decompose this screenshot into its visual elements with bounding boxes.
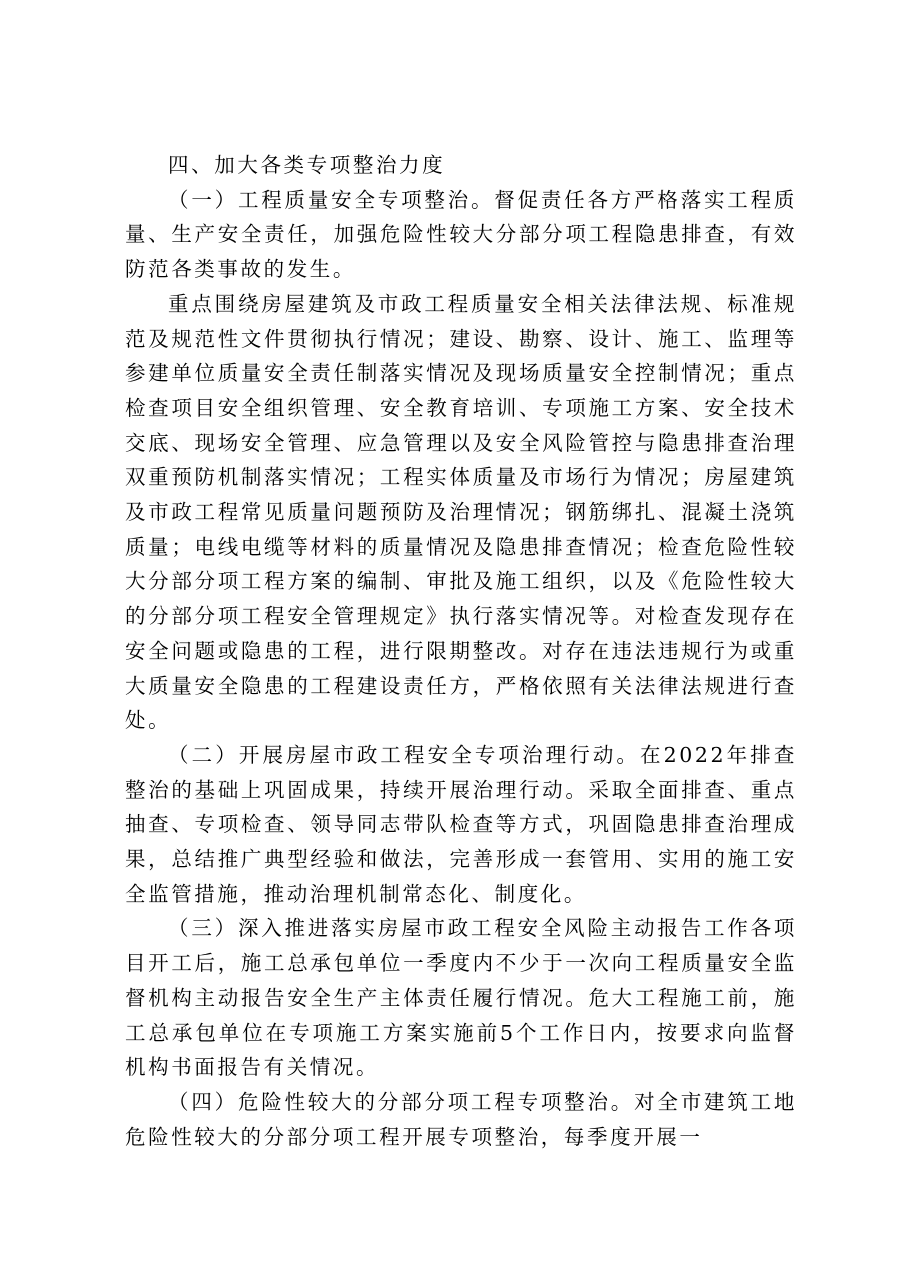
paragraph-risk-reporting: （三）深入推进落实房屋市政工程安全风险主动报告工作各项目开工后，施工总承包单位一季度内不少于一次向工程质量安全监督机构主动报告安全生产主体责任履行情况。危大工程施工前，施工总承包单位在专项施工方案实施前5个工作日内，按要求向监督机构书面报告有关情况。 xyxy=(125,916,797,1080)
document-page xyxy=(125,148,797,1154)
paragraph-key-inspection: 重点围绕房屋建筑及市政工程质量安全相关法律法规、标准规范及规范性文件贯彻执行情况；建设、勘察、设计、施工、监理等参建单位质量安全责任制落实情况及现场质量安全控制情况；重点检查项目安全组织管理、安全教育培训、专项施工方案、安全技术交底、现场安全管理、应急管理以及安全风险管控与隐患排查治理双重预防机制落实情况；工程实体质量及市场行为情况；房屋建筑及市政工程常见质量问题预防及治理情况；钢筋绑扎、混凝土浇筑质量；电线电缆等材料的质量情况及隐患排查情况；检查危险性较大分部分项工程方案的编制、审批及施工组织，以及《危险性较大的分部分项工程安全管理规定》执行落实情况等。对检查发现存在安全问题或隐患的工程，进行限期整改。对存在违法违规行为或重大质量安全隐患的工程建设责任方，严格依照有关法律法规进行查处。 xyxy=(125,291,797,733)
paragraph-hazard-projects: （四）危险性较大的分部分项工程专项整治。对全市建筑工地危险性较大的分部分项工程开展专项整治，每季度开展一 xyxy=(125,1089,797,1149)
section-heading: 四、加大各类专项整治力度 xyxy=(168,153,446,177)
paragraph-quality-safety: （一）工程质量安全专项整治。督促责任各方严格落实工程质量、生产安全责任，加强危险性较大分部分项工程隐患排查，有效防范各类事故的发生。 xyxy=(125,187,797,282)
paragraph-special-governance: （二）开展房屋市政工程安全专项治理行动。在2022年排查整治的基础上巩固成果，持续开展治理行动。采取全面排查、重点抽查、专项检查、领导同志带队检查等方式，巩固隐患排查治理成果，总结推广典型经验和做法，完善形成一套管用、实用的施工安全监管措施，推动治理机制常态化、制度化。 xyxy=(125,742,797,906)
